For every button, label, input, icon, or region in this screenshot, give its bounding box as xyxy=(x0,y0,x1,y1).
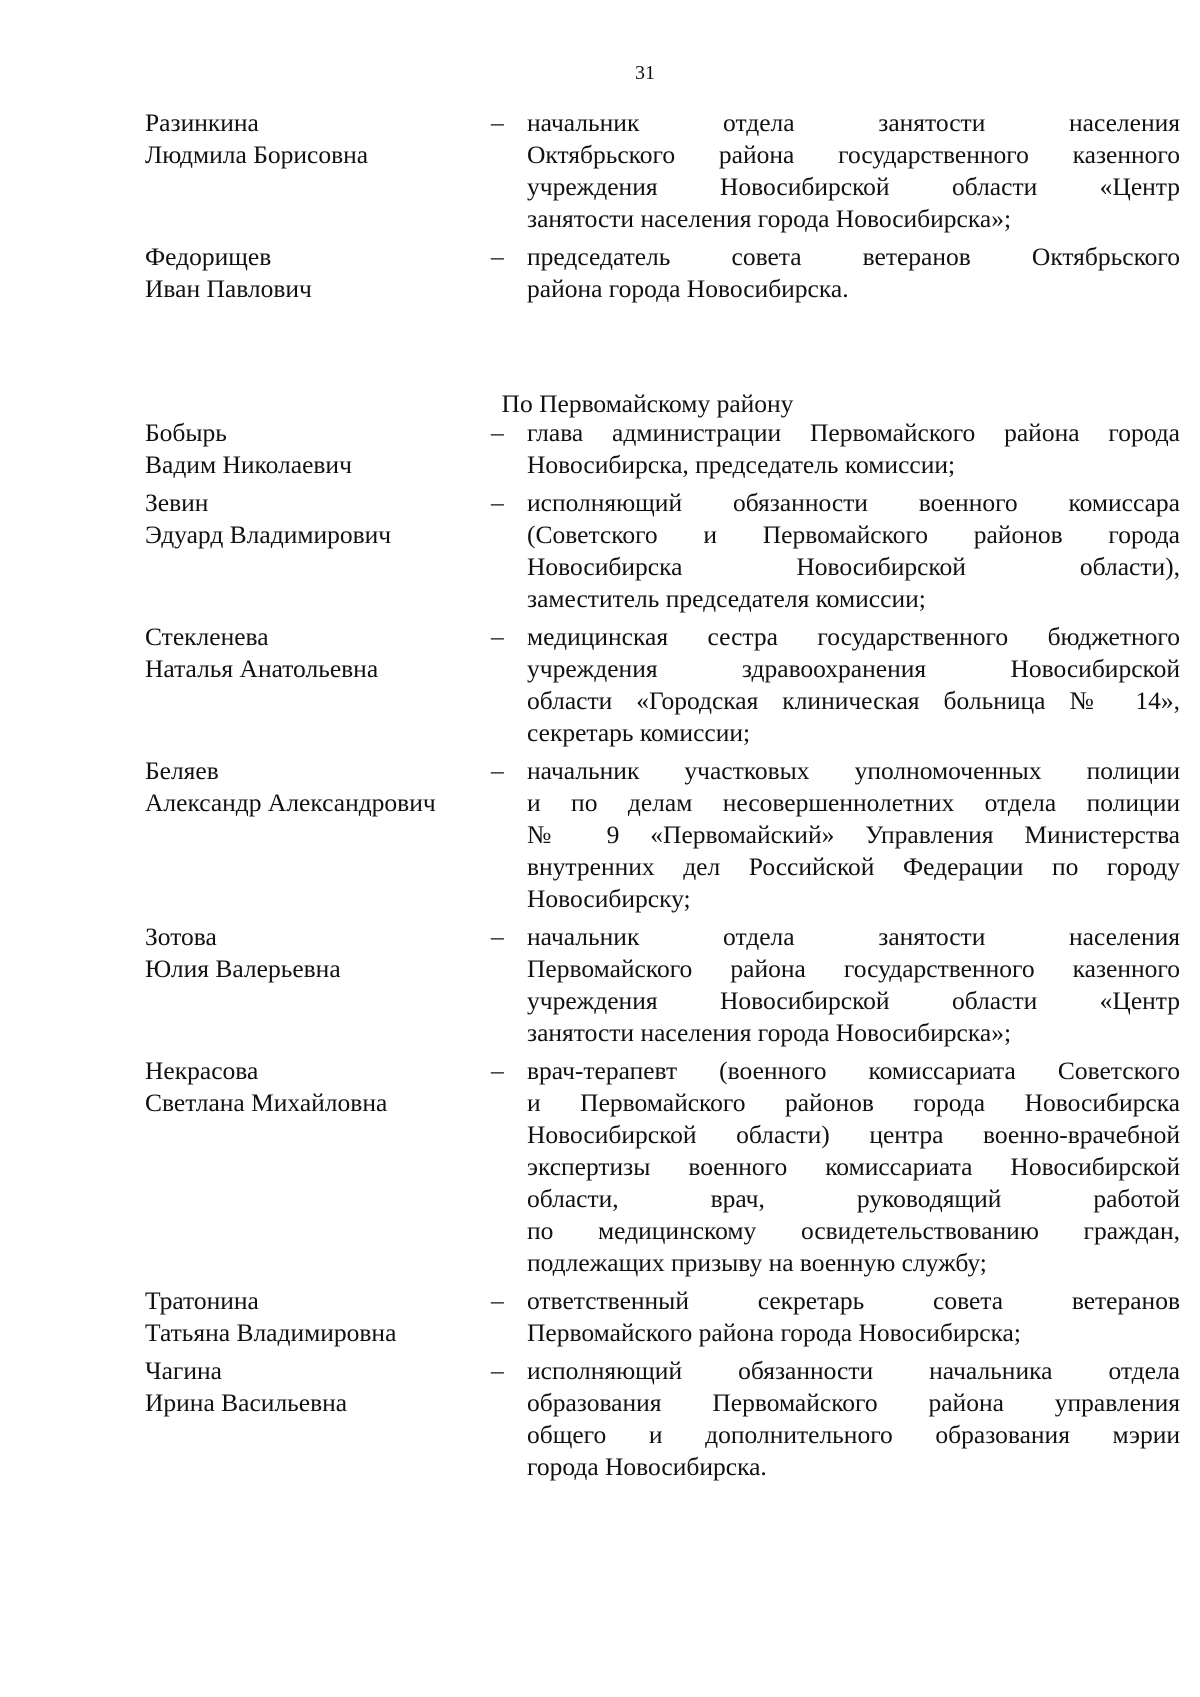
member-entry xyxy=(0,241,1200,305)
position-line: учреждения Новосибирской области «Центр xyxy=(527,986,1180,1015)
member-given-names: Александр Александрович xyxy=(145,788,436,817)
position-line: города Новосибирска. xyxy=(527,1452,767,1481)
member-position xyxy=(527,1055,1180,1279)
position-line: области, врач, руководящий работой xyxy=(527,1184,1180,1213)
member-name xyxy=(0,1355,491,1419)
member-surname: Стекленева xyxy=(145,622,269,651)
member-name xyxy=(0,921,491,985)
dash-separator: – xyxy=(491,1286,504,1315)
position-line: начальник отдела занятости населения xyxy=(527,108,1180,137)
member-surname: Разинкина xyxy=(145,108,259,137)
member-entry xyxy=(0,1055,1200,1279)
position-line: общего и дополнительного образования мэрии xyxy=(527,1420,1180,1449)
position-line: медицинская сестра государственного бюджетного xyxy=(527,622,1180,651)
member-position xyxy=(527,417,1180,481)
dash-separator: – xyxy=(491,1356,504,1385)
dash-separator: – xyxy=(491,242,504,271)
member-position xyxy=(527,921,1180,1049)
member-surname: Федорищев xyxy=(145,242,272,271)
position-line: Октябрьского района государственного казенного xyxy=(527,140,1180,169)
member-name xyxy=(0,417,491,481)
member-surname: Зевин xyxy=(145,488,209,517)
position-line: ответственный секретарь совета ветеранов xyxy=(527,1286,1180,1315)
member-entry xyxy=(0,621,1200,749)
member-entry xyxy=(0,417,1200,481)
position-line: занятости населения города Новосибирска»; xyxy=(527,1018,1012,1047)
member-given-names: Юлия Валерьевна xyxy=(145,954,341,983)
position-line: района города Новосибирска. xyxy=(527,274,849,303)
position-line: образования Первомайского района управления xyxy=(527,1388,1180,1417)
member-name xyxy=(0,621,491,685)
position-line: Новосибирска, председатель комиссии; xyxy=(527,450,956,479)
position-line: внутренних дел Российской Федерации по городу xyxy=(527,852,1180,881)
position-line: секретарь комиссии; xyxy=(527,718,751,747)
section-heading: По Первомайскому району xyxy=(501,389,794,418)
position-line: врач-терапевт (военного комиссариата Советского xyxy=(527,1056,1180,1085)
dash-separator: – xyxy=(491,488,504,517)
member-surname: Беляев xyxy=(145,756,219,785)
position-line: (Советского и Первомайского районов города xyxy=(527,520,1180,549)
member-entry xyxy=(0,107,1200,235)
position-line: глава администрации Первомайского района города xyxy=(527,418,1180,447)
dash-separator: – xyxy=(491,1056,504,1085)
position-line: области «Городская клиническая больница № 14», xyxy=(527,686,1180,715)
member-given-names: Татьяна Владимировна xyxy=(145,1318,397,1347)
top-entries xyxy=(0,107,1200,311)
dash-separator: – xyxy=(491,418,504,447)
position-line: и по делам несовершеннолетних отдела полиции xyxy=(527,788,1180,817)
dash-separator: – xyxy=(491,756,504,785)
member-given-names: Светлана Михайловна xyxy=(145,1088,388,1117)
position-line: Первомайского района города Новосибирска; xyxy=(527,1318,1021,1347)
dash-separator: – xyxy=(491,922,504,951)
member-entry xyxy=(0,1355,1200,1483)
position-line: исполняющий обязанности начальника отдела xyxy=(527,1356,1180,1385)
member-entry xyxy=(0,921,1200,1049)
member-given-names: Наталья Анатольевна xyxy=(145,654,379,683)
position-line: председатель совета ветеранов Октябрьского xyxy=(527,242,1180,271)
dash-separator: – xyxy=(491,108,504,137)
member-surname: Чагина xyxy=(145,1356,222,1385)
member-surname: Некрасова xyxy=(145,1056,259,1085)
member-name xyxy=(0,241,491,305)
position-line: Новосибирску; xyxy=(527,884,691,913)
member-position xyxy=(527,241,1180,305)
position-line: учреждения здравоохранения Новосибирской xyxy=(527,654,1180,683)
member-surname: Тратонина xyxy=(145,1286,259,1315)
position-line: заместитель председателя комиссии; xyxy=(527,584,926,613)
position-line: начальник отдела занятости населения xyxy=(527,922,1180,951)
position-line: по медицинскому освидетельствованию граждан, xyxy=(527,1216,1180,1245)
member-given-names: Иван Павлович xyxy=(145,274,312,303)
member-position xyxy=(527,1355,1180,1483)
position-line: и Первомайского районов города Новосибирска xyxy=(527,1088,1180,1117)
member-name xyxy=(0,1055,491,1119)
position-line: исполняющий обязанности военного комиссара xyxy=(527,488,1180,517)
member-given-names: Вадим Николаевич xyxy=(145,450,352,479)
position-line: учреждения Новосибирской области «Центр xyxy=(527,172,1180,201)
page-number: 31 xyxy=(635,62,655,84)
position-line: Первомайского района государственного казенного xyxy=(527,954,1180,983)
member-entry xyxy=(0,487,1200,615)
member-position xyxy=(527,1285,1180,1349)
member-position xyxy=(527,755,1180,915)
member-name xyxy=(0,1285,491,1349)
position-line: № 9 «Первомайский» Управления Министерства xyxy=(527,820,1180,849)
section-entries xyxy=(0,417,1200,1489)
member-entry xyxy=(0,1285,1200,1349)
member-surname: Бобырь xyxy=(145,418,227,447)
position-line: Новосибирска Новосибирской области), xyxy=(527,552,1180,581)
position-line: начальник участковых уполномоченных полиции xyxy=(527,756,1180,785)
member-name xyxy=(0,487,491,551)
member-given-names: Ирина Васильевна xyxy=(145,1388,348,1417)
position-line: Новосибирской области) центра военно-врачебной xyxy=(527,1120,1180,1149)
position-line: подлежащих призыву на военную службу; xyxy=(527,1248,987,1277)
member-entry xyxy=(0,755,1200,915)
member-surname: Зотова xyxy=(145,922,217,951)
member-position xyxy=(527,621,1180,749)
member-name xyxy=(0,755,491,819)
member-given-names: Людмила Борисовна xyxy=(145,140,369,169)
position-line: экспертизы военного комиссариата Новосибирской xyxy=(527,1152,1180,1181)
dash-separator: – xyxy=(491,622,504,651)
member-position xyxy=(527,487,1180,615)
position-line: занятости населения города Новосибирска»; xyxy=(527,204,1012,233)
member-name xyxy=(0,107,491,171)
member-given-names: Эдуард Владимирович xyxy=(145,520,392,549)
member-position xyxy=(527,107,1180,235)
